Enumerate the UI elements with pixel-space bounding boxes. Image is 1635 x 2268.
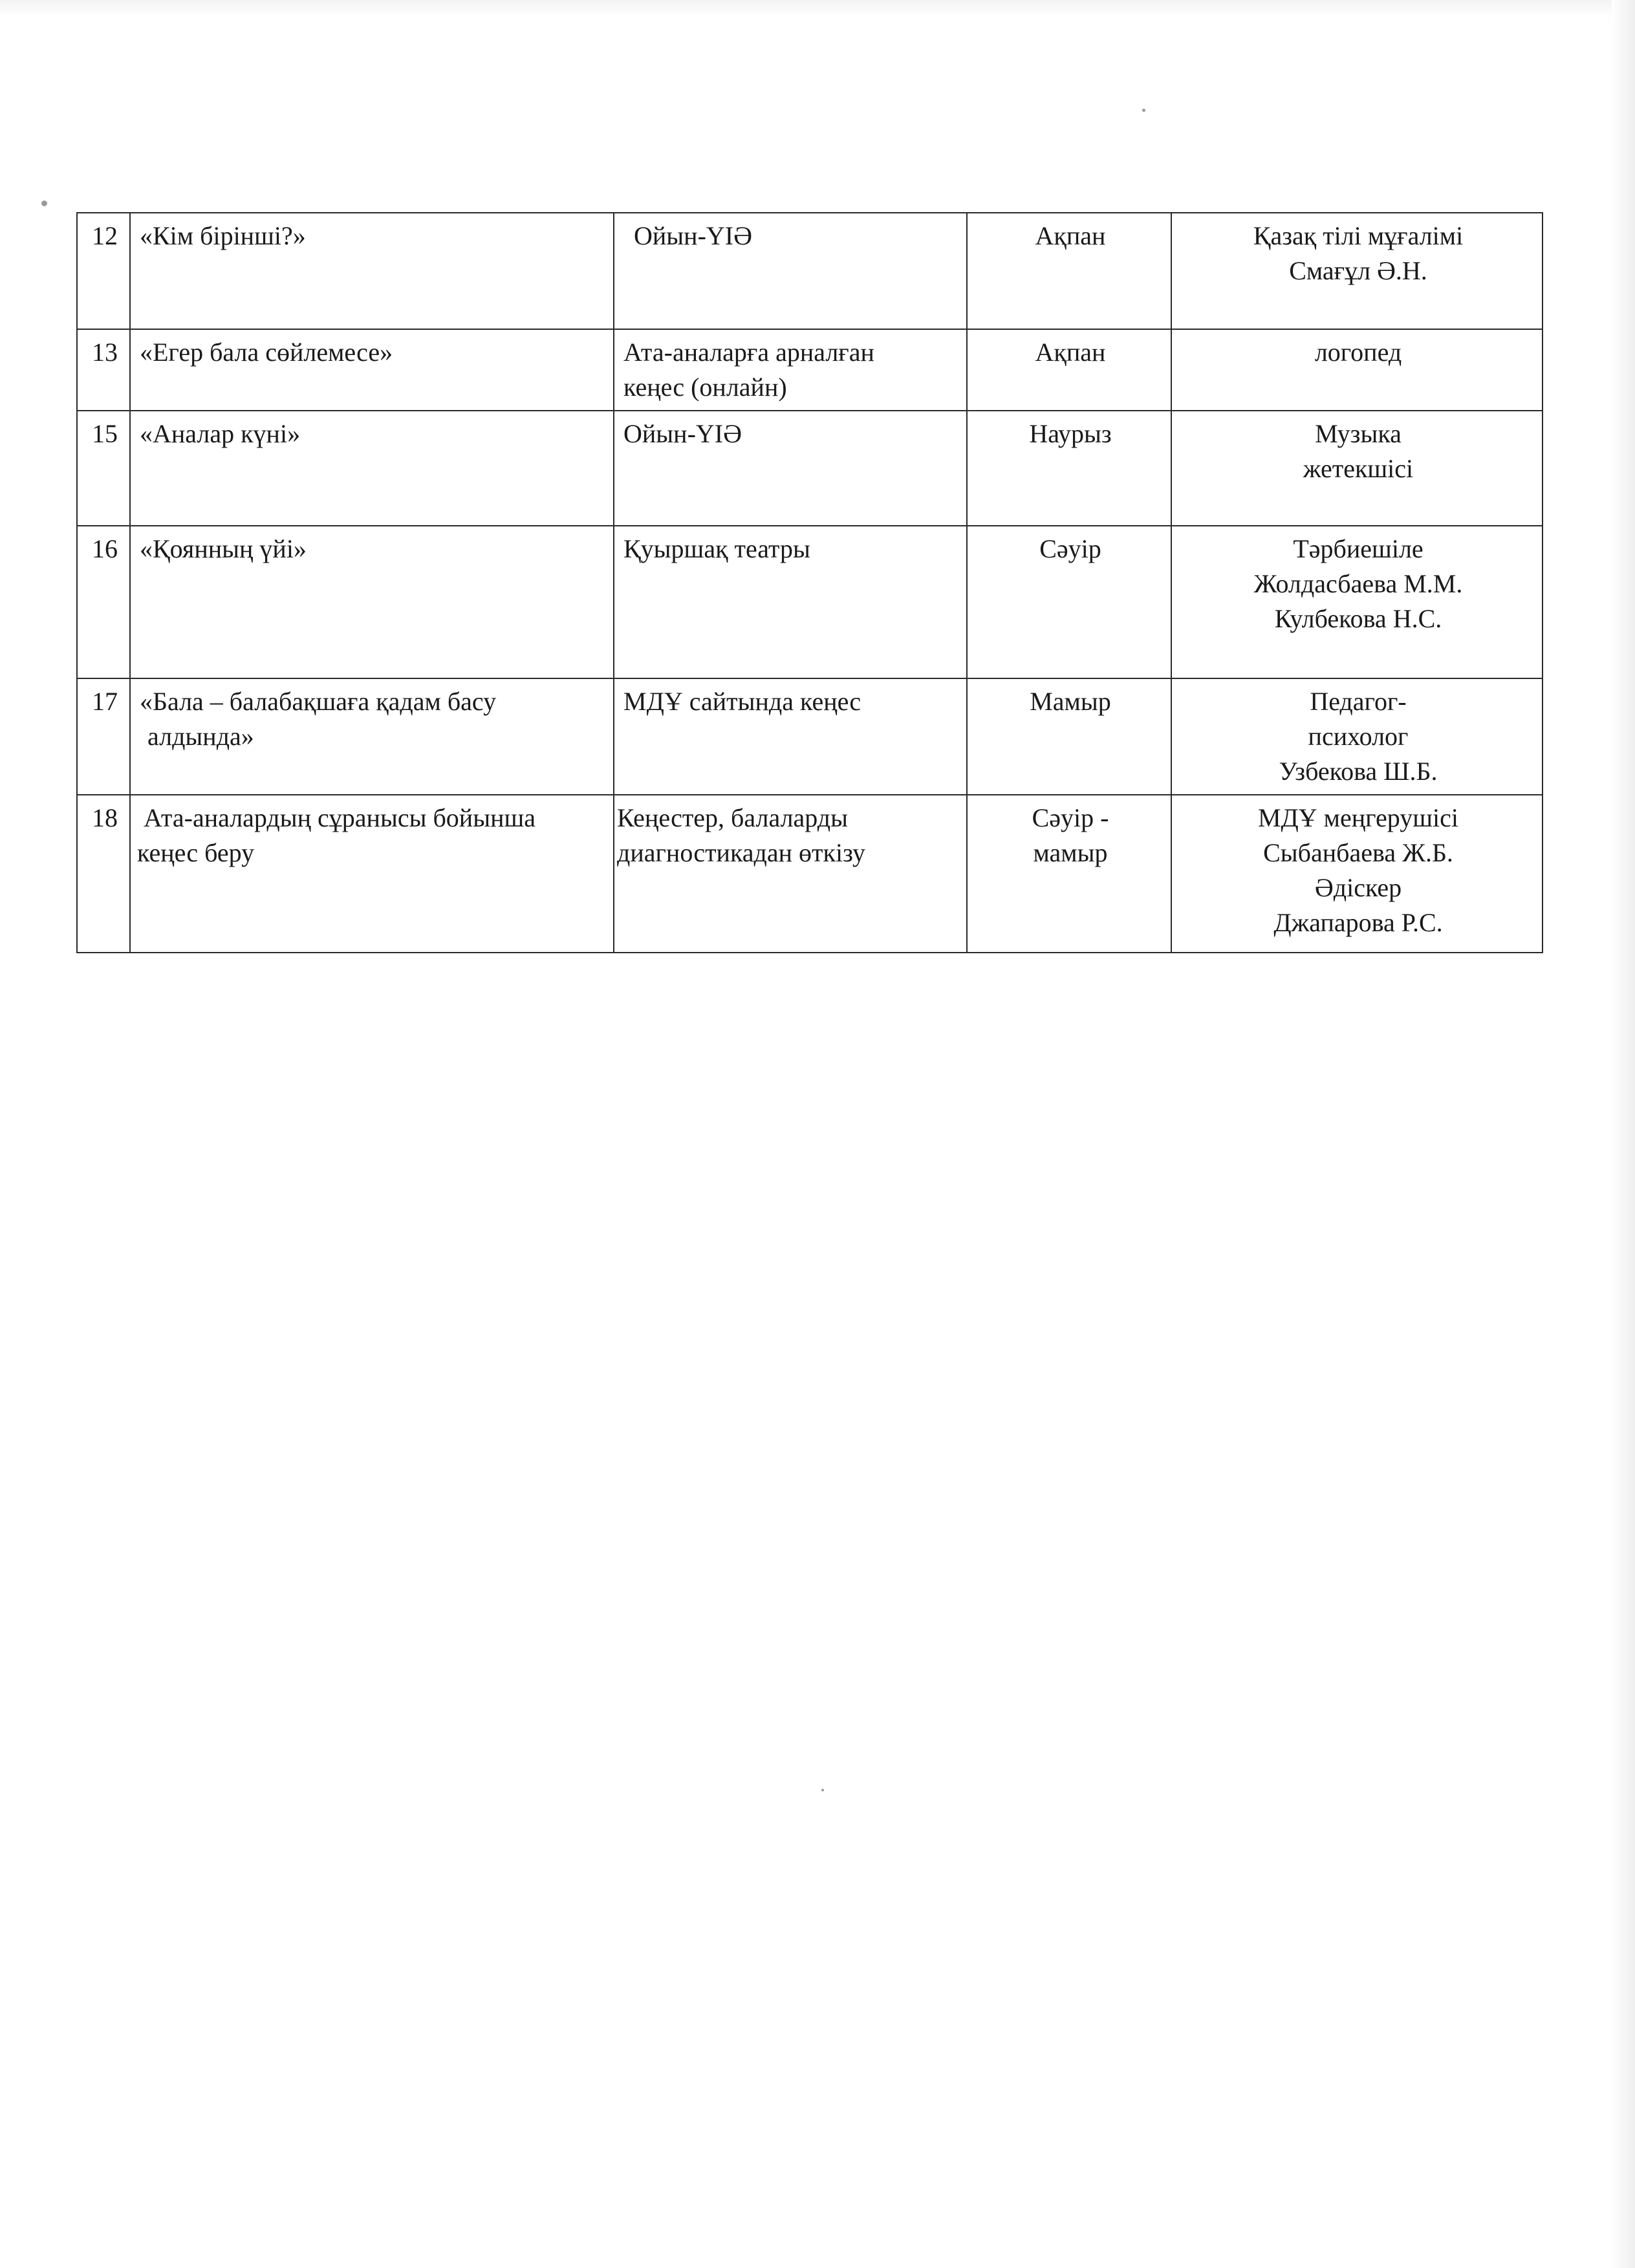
responsible-line: Сыбанбаева Ж.Б. [1263,838,1453,867]
table-row [77,213,1543,329]
table-row [77,329,1543,411]
responsible-line: логопед [1314,338,1402,367]
date-line: Ақпан [1035,338,1106,367]
event-line: «Егер бала сөйлемесе» [140,338,393,367]
responsible-line: Педагог- [1310,687,1407,716]
responsible-line: Музыка [1315,419,1402,448]
row-number: 13 [77,329,130,411]
responsible-person [1171,678,1543,795]
responsible-line: Кулбекова Н.С. [1274,604,1442,633]
form-line: Ойын-ҮІӘ [634,221,752,250]
event-form [614,213,967,329]
responsible-line: МДҰ меңгерушісі [1257,803,1459,832]
table-row [77,411,1543,526]
date-line: Сәуір [1039,534,1101,563]
responsible-line: Смағұл Ә.Н. [1289,256,1427,285]
form-line: Ойын-ҮІӘ [623,419,742,448]
events-table [76,212,1543,953]
event-form [614,411,967,526]
event-date [967,329,1171,411]
event-line: «Аналар күні» [140,419,301,448]
event-line: Ата-аналардың сұранысы бойынша [144,803,536,832]
form-line: Ата-аналарға арналған [623,338,874,367]
responsible-line: Қазақ тілі мұғалімі [1253,221,1464,250]
event-title [130,795,614,953]
event-date [967,411,1171,526]
event-form [614,678,967,795]
scan-edge-right [1612,0,1635,2268]
responsible-line: Джапарова Р.С. [1273,908,1443,937]
row-number: 18 [77,795,130,953]
event-title [130,411,614,526]
form-line: диагностикадан өткізу [617,838,866,867]
form-line: кеңес (онлайн) [623,373,787,402]
date-line: Сәуір - [1032,803,1109,832]
responsible-line: жетекшісі [1303,454,1414,483]
responsible-person [1171,329,1543,411]
event-line: «Бала – балабақшаға қадам басу [140,687,497,716]
date-line: Ақпан [1035,221,1106,250]
responsible-line: Әдіскер [1314,873,1402,902]
responsible-person [1171,795,1543,953]
event-line: «Қоянның үйі» [140,534,307,563]
event-form [614,526,967,678]
responsible-line: Узбекова Ш.Б. [1279,757,1438,786]
responsible-person [1171,526,1543,678]
responsible-line: психолог [1308,722,1409,751]
responsible-line: Тәрбиешіле [1293,534,1424,563]
row-number: 17 [77,678,130,795]
row-number: 16 [77,526,130,678]
event-title [130,526,614,678]
event-form [614,795,967,953]
scan-speck [1142,109,1145,112]
event-date [967,678,1171,795]
responsible-line: Жолдасбаева М.М. [1253,569,1463,598]
date-line: мамыр [1033,838,1108,867]
table-row [77,526,1543,678]
row-number: 12 [77,213,130,329]
event-title [130,213,614,329]
event-line: кеңес беру [137,838,255,867]
date-line: Мамыр [1030,687,1111,716]
event-title [130,329,614,411]
event-title [130,678,614,795]
event-date [967,526,1171,678]
date-line: Наурыз [1029,419,1112,448]
table-row [77,678,1543,795]
event-line: «Кім бірінші?» [140,221,306,250]
responsible-person [1171,213,1543,329]
scan-edge-top [0,0,1635,18]
form-line: Кеңестер, балаларды [617,803,848,832]
event-form [614,329,967,411]
form-line: МДҰ сайтында кеңес [623,687,861,716]
scan-speck [41,200,47,206]
responsible-person [1171,411,1543,526]
event-line: алдында» [147,722,254,751]
event-date [967,213,1171,329]
table-row [77,795,1543,953]
event-date [967,795,1171,953]
scan-speck [821,1789,824,1791]
row-number: 15 [77,411,130,526]
form-line: Қуыршақ театры [623,534,810,563]
